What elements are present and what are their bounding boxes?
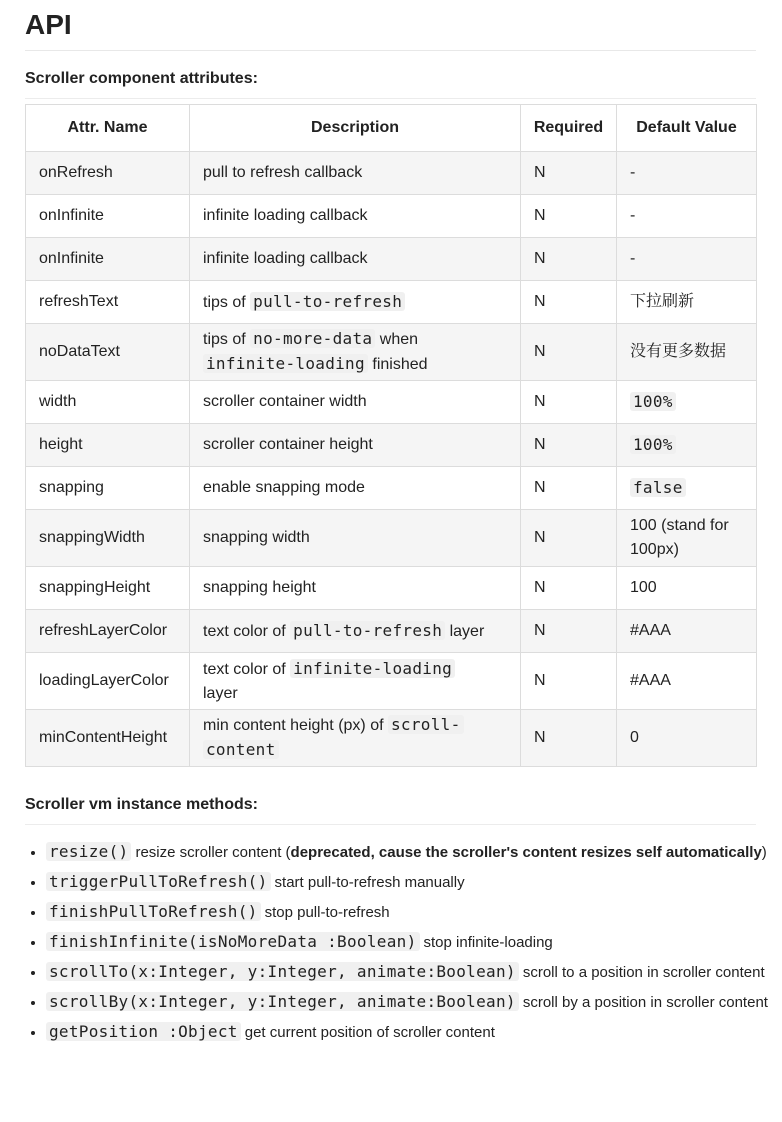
- attr-name-cell: onInfinite: [26, 195, 190, 238]
- method-note-bold: deprecated, cause the scroller's content resizes self automatically: [290, 844, 762, 861]
- table-row: [26, 653, 757, 710]
- inline-code: infinite-loading: [290, 659, 455, 678]
- table-row: [26, 152, 757, 195]
- inline-code: 100%: [630, 392, 676, 411]
- description-text: layer: [203, 684, 238, 702]
- table-row: [26, 567, 757, 610]
- method-description: start pull-to-refresh manually: [274, 874, 465, 891]
- header-attr-name: Attr. Name: [26, 105, 190, 152]
- description-cell: [190, 424, 521, 467]
- table-row: [26, 195, 757, 238]
- required-cell: N: [521, 324, 617, 381]
- default-cell: #AAA: [617, 610, 757, 653]
- table-row: [26, 510, 757, 567]
- attr-name-cell: height: [26, 424, 190, 467]
- table-row: [26, 710, 757, 767]
- description-text: pull to refresh callback: [203, 164, 363, 181]
- method-description: stop pull-to-refresh: [264, 904, 390, 921]
- description-cell: [190, 653, 521, 710]
- required-cell: N: [521, 510, 617, 567]
- table-row: [26, 381, 757, 424]
- table-row: [26, 238, 757, 281]
- default-cell: -: [617, 238, 757, 281]
- method-signature: getPosition :Object: [46, 1022, 241, 1041]
- default-cell: [617, 424, 757, 467]
- header-description: Description: [190, 105, 521, 152]
- attr-name-cell: onInfinite: [26, 238, 190, 281]
- required-cell: N: [521, 567, 617, 610]
- default-cell: #AAA: [617, 653, 757, 710]
- inline-code: false: [630, 478, 686, 497]
- description-cell: [190, 195, 521, 238]
- required-cell: N: [521, 710, 617, 767]
- default-cell: 没有更多数据: [617, 324, 757, 381]
- required-cell: N: [521, 195, 617, 238]
- description-text: when: [375, 331, 419, 348]
- method-signature: scrollBy(x:Integer, y:Integer, animate:Boolean): [46, 992, 519, 1011]
- attr-name-cell: width: [26, 381, 190, 424]
- inline-code: 100%: [630, 435, 676, 454]
- required-cell: N: [521, 424, 617, 467]
- attr-name-cell: snappingWidth: [26, 510, 190, 567]
- method-signature: finishPullToRefresh(): [46, 902, 261, 921]
- attr-name-cell: snappingHeight: [26, 567, 190, 610]
- header-required: Required: [521, 105, 617, 152]
- methods-list: [25, 837, 768, 1047]
- required-cell: N: [521, 467, 617, 510]
- table-row: [26, 610, 757, 653]
- attr-name-cell: minContentHeight: [26, 710, 190, 767]
- table-row: [26, 281, 757, 324]
- attr-name-cell: onRefresh: [26, 152, 190, 195]
- default-cell: 下拉刷新: [617, 281, 757, 324]
- list-item: [46, 1017, 756, 1047]
- list-item: [46, 867, 756, 897]
- methods-heading: Scroller vm instance methods:: [25, 777, 756, 825]
- description-cell: [190, 610, 521, 653]
- description-cell: [190, 467, 521, 510]
- description-cell: [190, 567, 521, 610]
- list-item: [46, 927, 756, 957]
- default-cell: 0: [617, 710, 757, 767]
- attr-name-cell: refreshLayerColor: [26, 610, 190, 653]
- attributes-table: [25, 104, 757, 767]
- description-text: layer: [445, 622, 485, 640]
- description-cell: [190, 510, 521, 567]
- attributes-heading: Scroller component attributes:: [25, 51, 756, 99]
- description-cell: [190, 238, 521, 281]
- inline-code: scroll-: [388, 715, 464, 734]
- table-row: [26, 467, 757, 510]
- inline-code: infinite-loading: [203, 354, 368, 373]
- method-description-end: ): [761, 844, 767, 861]
- description-text: scroller container width: [203, 393, 367, 410]
- description-text: infinite loading callback: [203, 207, 368, 224]
- description-text: text color of: [203, 622, 291, 640]
- required-cell: N: [521, 238, 617, 281]
- required-cell: N: [521, 381, 617, 424]
- method-description: scroll to a position in scroller content: [522, 964, 765, 981]
- description-text: tips of: [203, 331, 251, 348]
- default-cell: [617, 381, 757, 424]
- description-text: snapping width: [203, 529, 310, 546]
- inline-code: pull-to-refresh: [290, 621, 445, 640]
- attr-name-cell: snapping: [26, 467, 190, 510]
- description-text: text color of: [203, 660, 291, 678]
- method-description: get current position of scroller content: [244, 1024, 495, 1041]
- default-cell: 100: [617, 567, 757, 610]
- list-item: [46, 897, 756, 927]
- inline-code: no-more-data: [250, 329, 375, 348]
- description-text: snapping height: [203, 579, 316, 596]
- attr-name-cell: noDataText: [26, 324, 190, 381]
- required-cell: N: [521, 610, 617, 653]
- table-row: [26, 324, 757, 381]
- description-text: finished: [367, 356, 428, 373]
- default-cell: -: [617, 195, 757, 238]
- required-cell: N: [521, 281, 617, 324]
- method-description: scroll by a position in scroller content: [522, 994, 768, 1011]
- description-text: min content height (px) of: [203, 717, 388, 734]
- method-signature: scrollTo(x:Integer, y:Integer, animate:Boolean): [46, 962, 519, 981]
- header-default-value: Default Value: [617, 105, 757, 152]
- default-cell: 100 (stand for 100px): [617, 510, 757, 567]
- attr-name-cell: loadingLayerColor: [26, 653, 190, 710]
- list-item: [46, 957, 765, 987]
- method-signature: finishInfinite(isNoMoreData :Boolean): [46, 932, 420, 951]
- description-cell: [190, 281, 521, 324]
- description-cell: [190, 710, 521, 767]
- description-text: infinite loading callback: [203, 250, 368, 267]
- list-item: [46, 837, 767, 867]
- required-cell: N: [521, 152, 617, 195]
- default-cell: -: [617, 152, 757, 195]
- description-cell: [190, 324, 521, 381]
- table-row: [26, 424, 757, 467]
- description-cell: [190, 152, 521, 195]
- table-header-row: [26, 105, 757, 152]
- inline-code: content: [203, 740, 279, 759]
- list-item: [46, 987, 768, 1017]
- method-signature: resize(): [46, 842, 131, 861]
- description-text: enable snapping mode: [203, 479, 365, 496]
- description-text: tips of: [203, 293, 251, 311]
- required-cell: N: [521, 653, 617, 710]
- page-title: API: [25, 0, 756, 51]
- attr-name-cell: refreshText: [26, 281, 190, 324]
- default-cell: [617, 467, 757, 510]
- inline-code: pull-to-refresh: [250, 292, 405, 311]
- method-description: stop infinite-loading: [423, 934, 553, 951]
- description-cell: [190, 381, 521, 424]
- description-text: scroller container height: [203, 436, 373, 453]
- method-description: resize scroller content (: [135, 844, 291, 861]
- method-signature: triggerPullToRefresh(): [46, 872, 271, 891]
